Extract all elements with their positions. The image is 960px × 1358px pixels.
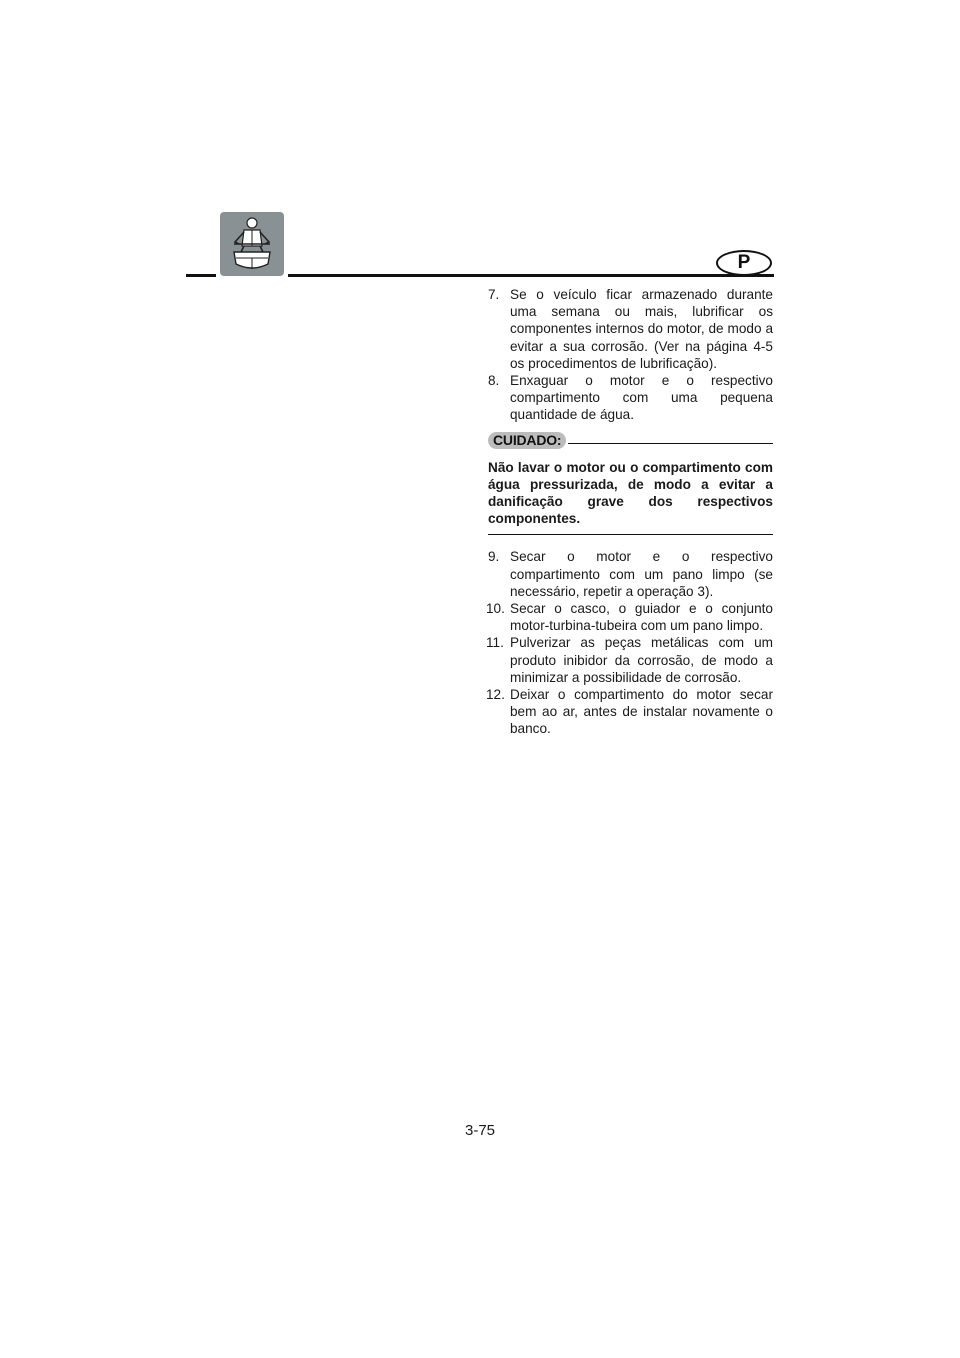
list-item bbox=[488, 634, 773, 686]
list-item bbox=[488, 686, 773, 738]
step-number: 12. bbox=[486, 687, 505, 703]
language-badge: P bbox=[716, 250, 772, 276]
list-item bbox=[488, 286, 773, 372]
step-number: 7. bbox=[488, 287, 500, 302]
step-text: Pulverizar as peças metálicas com um produto inibidor da corrosão, de modo a minimizar a possibilidade de corrosão. bbox=[510, 635, 773, 685]
caution-rule bbox=[568, 443, 773, 444]
header-rule-left bbox=[186, 274, 216, 277]
caution-label: CUIDADO: bbox=[488, 432, 566, 449]
caution-header bbox=[488, 429, 773, 453]
step-number: 11. bbox=[486, 635, 504, 651]
list-item bbox=[488, 372, 773, 424]
step-text: Deixar o compartimento do motor secar bem ao ar, antes de instalar novamente o banco. bbox=[510, 687, 773, 737]
step-number: 9. bbox=[488, 549, 500, 565]
step-number: 8. bbox=[488, 373, 500, 389]
header-rule-right bbox=[288, 274, 774, 277]
content-column bbox=[488, 286, 773, 738]
caution-bottom-rule bbox=[488, 534, 773, 535]
step-text: Secar o casco, o guiador e o conjunto motor-turbina-tubeira com um pano limpo. bbox=[510, 601, 773, 634]
list-item bbox=[488, 600, 773, 634]
step-text: Enxaguar o motor e o respectivo compartimento com uma pequena quantidade de água. bbox=[510, 373, 773, 423]
steps-list-part2 bbox=[488, 548, 773, 737]
jet-ski-rider-icon bbox=[220, 212, 284, 276]
step-text: Secar o motor e o respectivo compartimento com um pano limpo (se necessário, repetir a operação 3). bbox=[510, 549, 773, 599]
page-number: 3-75 bbox=[464, 1122, 496, 1139]
list-item bbox=[488, 548, 773, 600]
step-text: Se o veículo ficar armazenado durante uma semana ou mais, lubrificar os componentes internos do motor, de modo a evitar a sua corrosão. (Ver na página 4-5 os procedimentos de lubrificação). bbox=[510, 287, 773, 371]
steps-list-part1 bbox=[488, 286, 773, 424]
caution-text: Não lavar o motor ou o compartimento com água pressurizada, de modo a evitar a danificação grave dos respectivos componentes. bbox=[488, 459, 773, 527]
step-number: 10. bbox=[486, 601, 505, 617]
